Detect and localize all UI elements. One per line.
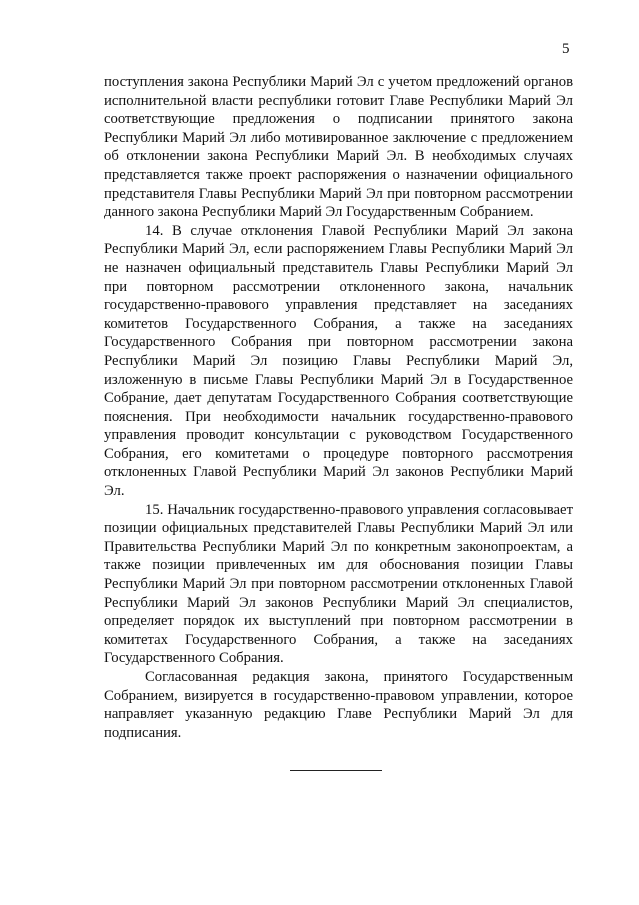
paragraph-item-14: 14. В случае отклонения Главой Республики Марий Эл закона Республики Марий Эл, если распоряжением Главы Республики Марий Эл не назначен официальный представитель Главы Республики Марий Эл при повторном рассмотрении отклоненного закона, начальник государственно-правового управления представляет на заседаниях комитетов Государственного Собрания, а также на заседаниях Государственного Собрания при повторном рассмотрении закона Республики Марий Эл позицию Главы Республики Марий Эл, изложенную в письме Главы Республики Марий Эл в Государственное Собрание, дает депутатам Государственного Собрания соответствующие пояснения. При необходимости начальник государственно-правового управления проводит консультации с руководством Государственного Собрания, его комитетами о процедуре повторного рассмотрения отклоненных Главой Республики Марий Эл законов Республики Марий Эл. (104, 222, 573, 500)
paragraph-continuation: поступления закона Республики Марий Эл с учетом предложений органов исполнительной власти республики готовит Главе Республики Марий Эл соответствующие предложения о подписании принятого закона Республики Марий Эл либо мотивированное заключение с предложением об отклонении закона Республики Марий Эл. В необходимых случаях представляется также проект распоряжения о назначении официального представителя Главы Республики Марий Эл при повторном рассмотрении данного закона Республики Марий Эл Государственным Собранием. (104, 74, 573, 221)
end-divider-line (290, 770, 382, 771)
paragraph-item-15: 15. Начальник государственно-правового управления согласовывает позиции официальных представителей Главы Республики Марий Эл или Правительства Республики Марий Эл по конкретным законопроектам, а также позиции привлеченных им для обоснования позиции Главы Республики Марий Эл при повторном рассмотрении отклоненных Главой Республики Марий Эл законов Республики Марий Эл специалистов, определяет порядок их выступлений при повторном рассмотрении в комитетах Государственного Собрания, а также на заседаниях Государственного Собрания. (104, 501, 573, 667)
paragraph-agreed-edition: Согласованная редакция закона, принятого Государственным Собранием, визируется в государственно-правовом управлении, которое направляет указанную редакцию Главе Республики Марий Эл для подписания. (104, 669, 573, 741)
document-body (104, 73, 573, 742)
page-number: 5 (562, 41, 570, 57)
